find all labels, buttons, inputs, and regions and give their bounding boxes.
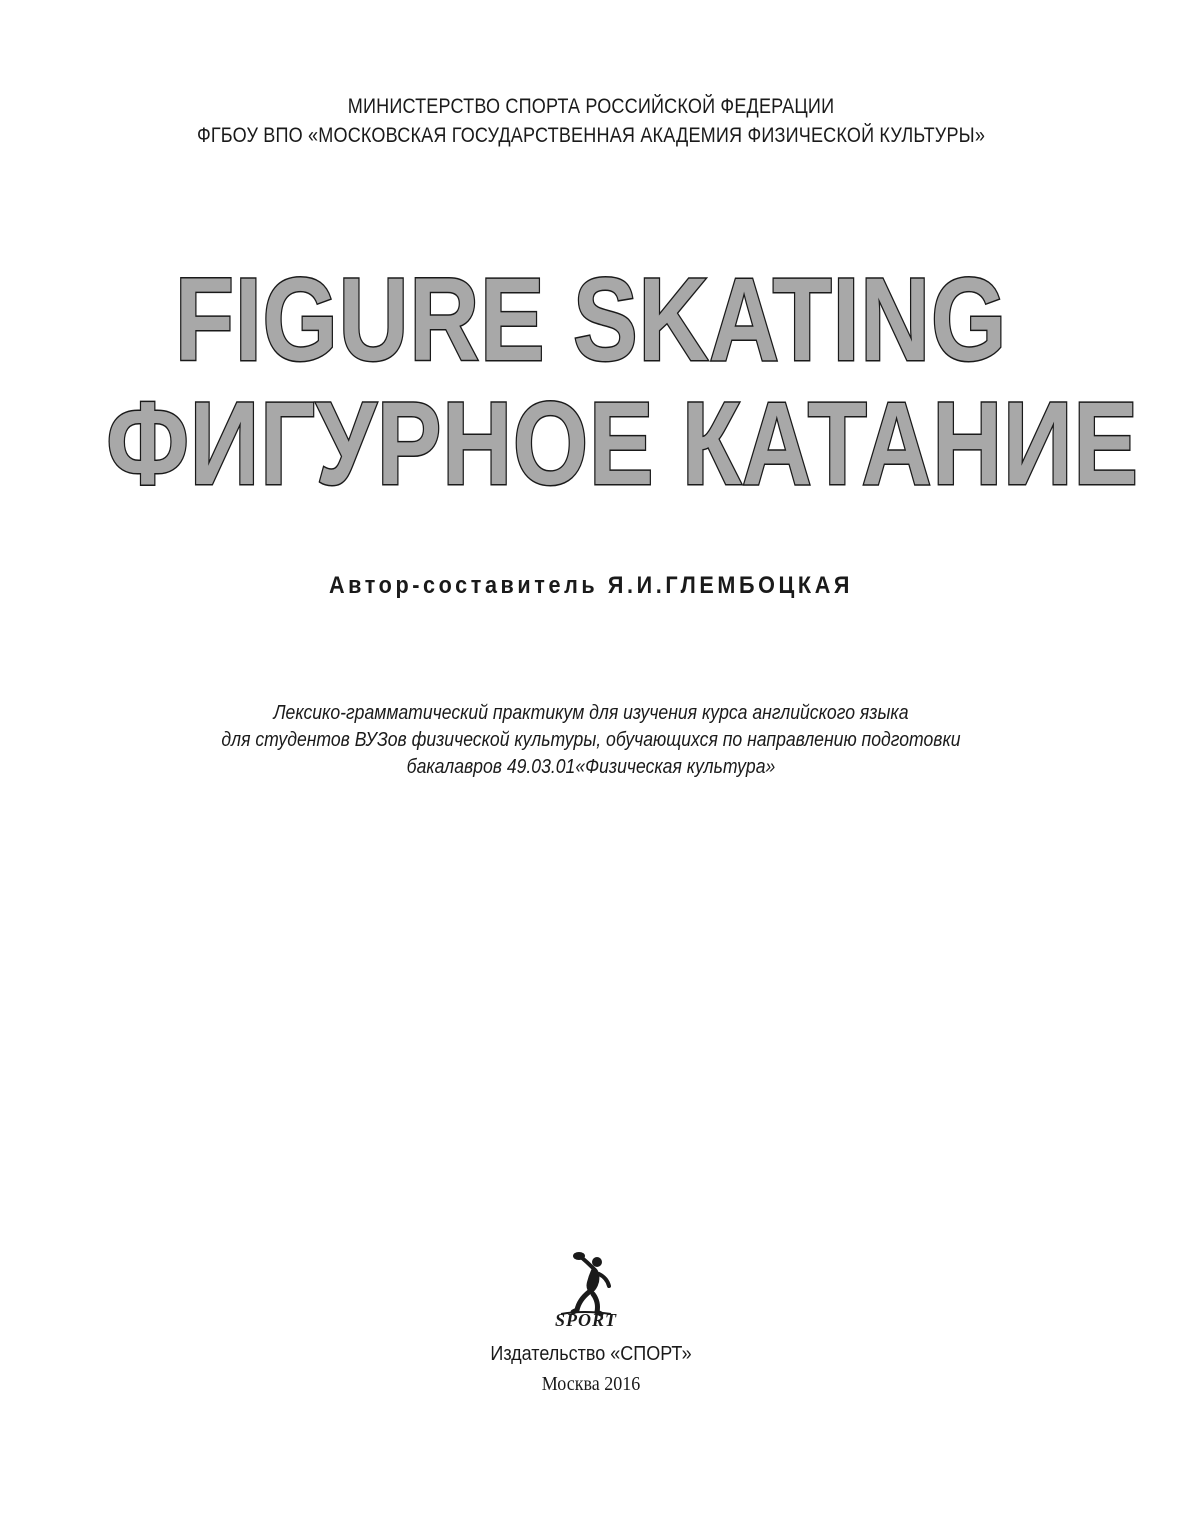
ministry-line: МИНИСТЕРСТВО СПОРТА РОССИЙСКОЙ ФЕДЕРАЦИИ: [347, 95, 835, 118]
description-line-2: для студентов ВУЗов физической культуры, обучающихся по направлению подготовки: [221, 729, 961, 751]
description-line-1: Лексико-грамматический практикум для изучения курса английского языка: [273, 702, 909, 724]
academy-line: ФГБОУ ВПО «МОСКОВСКАЯ ГОСУДАРСТВЕННАЯ АКАДЕМИЯ ФИЗИЧЕСКОЙ КУЛЬТУРЫ»: [196, 124, 986, 147]
book-description: [0, 700, 1182, 781]
publisher-city-year: Москва 2016: [541, 1373, 641, 1395]
logo-text: SPORT: [554, 1310, 617, 1330]
description-line-3: бакалавров 49.03.01«Физическая культура»: [406, 756, 776, 778]
book-title: [0, 254, 1182, 510]
title-english: FIGURE SKATING: [174, 254, 1008, 386]
institution-header: [0, 92, 1182, 150]
title-russian: ФИГУРНОЕ КАТАНИЕ: [106, 378, 1139, 510]
publisher-logo: [553, 1244, 619, 1336]
author-line: Автор-составитель Я.И.ГЛЕМБОЦКАЯ: [328, 572, 854, 599]
publisher-name: Издательство «СПОРТ»: [490, 1343, 692, 1365]
publisher-info: [0, 1339, 1182, 1399]
